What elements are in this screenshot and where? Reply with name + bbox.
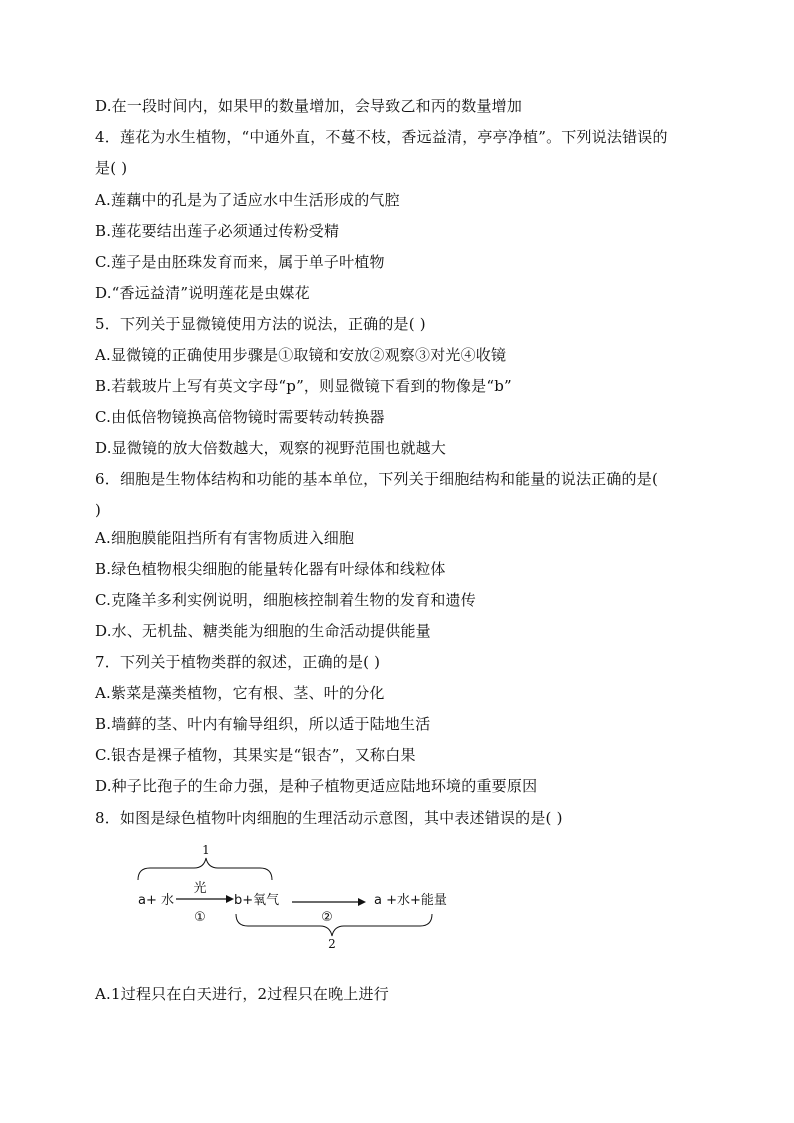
left-term: a+ 水: [138, 893, 174, 908]
option-5b: B.若载玻片上写有英文字母“p”，则显微镜下看到的物像是“b”: [95, 377, 512, 395]
arrow-1-top-label: 光: [193, 881, 207, 896]
option-5a: A.显微镜的正确使用步骤是①取镜和安放②观察③对光④收镜: [95, 346, 507, 364]
option-7d: D.种子比孢子的生命力强，是种子植物更适应陆地环境的重要原因: [95, 777, 538, 795]
option-6c: C.克隆羊多利实例说明，细胞核控制着生物的发育和遗传: [95, 591, 476, 609]
question-7-stem: 7．下列关于植物类群的叙述，正确的是( ): [95, 653, 381, 671]
option-5c: C.由低倍物镜换高倍物镜时需要转动转换器: [95, 408, 385, 426]
option-7b: B.墙藓的茎、叶内有输导组织，所以适于陆地生活: [95, 715, 431, 733]
question-6-stem: 6．细胞是生物体结构和功能的基本单位，下列关于细胞结构和能量的说法正确的是(: [95, 470, 658, 488]
option-7a: A.紫菜是藻类植物，它有根、茎、叶的分化: [95, 684, 385, 702]
brace-bottom-label: 2: [328, 937, 336, 951]
option-4d: D.“香远益清”说明莲花是虫媒花: [95, 284, 310, 302]
brace-top: [138, 858, 272, 880]
question-8-stem: 8．如图是绿色植物叶肉细胞的生理活动示意图，其中表述错误的是( ): [95, 809, 563, 827]
option-3d: D.在一段时间内，如果甲的数量增加，会导致乙和丙的数量增加: [95, 97, 523, 115]
option-8a: A.1过程只在白天进行，2过程只在晚上进行: [95, 985, 389, 1003]
brace-bottom: [236, 914, 432, 936]
option-4a: A.莲藕中的孔是为了适应水中生活形成的气腔: [95, 191, 400, 209]
arrow-1-head: [226, 895, 234, 903]
arrow-2-label: ②: [321, 910, 333, 925]
question-4-stem-cont: 是( ): [95, 159, 128, 177]
question-6-stem-cont: ): [95, 501, 102, 519]
middle-term: b+氧气: [234, 893, 280, 908]
question-5-stem: 5．下列关于显微镜使用方法的说法，正确的是( ): [95, 315, 426, 333]
option-4b: B.莲花要结出莲子必须通过传粉受精: [95, 222, 340, 240]
arrow-2-head: [358, 898, 366, 906]
option-6d: D.水、无机盐、糖类能为细胞的生命活动提供能量: [95, 622, 431, 640]
photosynthesis-respiration-diagram: [130, 842, 460, 952]
option-7c: C.银杏是裸子植物，其果实是“银杏”，又称白果: [95, 746, 416, 764]
arrow-1-bottom-label: ①: [194, 910, 206, 925]
option-6b: B.绿色植物根尖细胞的能量转化器有叶绿体和线粒体: [95, 560, 446, 578]
option-4c: C.莲子是由胚珠发育而来，属于单子叶植物: [95, 253, 385, 271]
question-4-stem: 4．莲花为水生植物，“中通外直，不蔓不枝，香远益清，亭亭净植”。下列说法错误的: [95, 128, 668, 146]
option-6a: A.细胞膜能阻挡所有有害物质进入细胞: [95, 529, 355, 547]
option-5d: D.显微镜的放大倍数越大，观察的视野范围也就越大: [95, 439, 447, 457]
right-term: a +水+能量: [374, 893, 447, 908]
brace-top-label: 1: [202, 843, 210, 857]
